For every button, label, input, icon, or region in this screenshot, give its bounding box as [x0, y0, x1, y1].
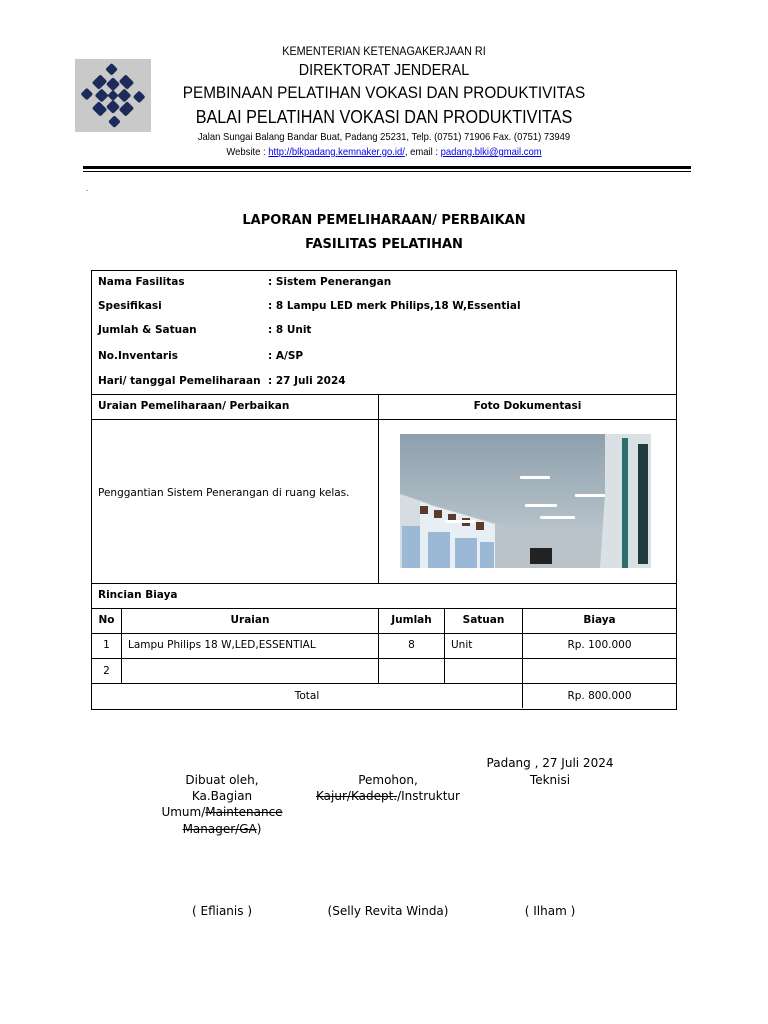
grid-line	[92, 394, 676, 395]
info-label-date: Hari/ tanggal Pemeliharaan	[98, 375, 261, 387]
info-value-date: : 27 Juli 2024	[268, 375, 346, 387]
col-header-description: Uraian	[230, 614, 270, 626]
email-link[interactable]: padang.blki@gmail.com	[440, 146, 542, 158]
col-header-cost: Biaya	[583, 614, 616, 626]
grid-line	[92, 583, 676, 584]
grid-line	[92, 608, 676, 609]
sig2-line2-text: /Instruktur	[397, 789, 460, 803]
place-date: Padang , 27 Juli 2024	[486, 756, 614, 770]
grid-line	[92, 658, 676, 659]
row1-no: 1	[103, 639, 110, 651]
info-label-facility: Nama Fasilitas	[98, 276, 185, 288]
sig1-line3-strike: Maintenance	[205, 805, 283, 819]
info-label-inventory: No.Inventaris	[98, 350, 178, 362]
website-label: Website :	[226, 146, 269, 158]
sig1-line3-text: Umum/	[161, 805, 206, 819]
sig1-line3	[142, 805, 302, 819]
ministry-logo	[75, 59, 151, 132]
sig1-line2: Ka.Bagian	[191, 789, 253, 803]
grid-line	[92, 633, 676, 634]
email-label: , email :	[404, 146, 441, 158]
col-header-quantity: Jumlah	[391, 614, 432, 626]
sig2-line2-strike: Kajur/Kadept.	[316, 789, 398, 803]
row2-no: 2	[103, 665, 110, 677]
photo-documentation-header: Foto Dokumentasi	[473, 400, 582, 412]
grid-line	[92, 419, 676, 420]
cost-details-header: Rincian Biaya	[98, 589, 178, 601]
header-rule-thick	[83, 166, 691, 169]
info-label-quantity: Jumlah & Satuan	[98, 324, 197, 336]
institution-name: BALAI PELATIHAN VOKASI DAN PRODUKTIVITAS	[195, 107, 573, 127]
total-value: Rp. 800.000	[567, 690, 632, 702]
stray-dot: .	[86, 184, 89, 193]
maintenance-description-header: Uraian Pemeliharaan/ Perbaikan	[98, 400, 290, 412]
division-name: PEMBINAAN PELATIHAN VOKASI DAN PRODUKTIVITAS	[182, 83, 586, 102]
grid-line	[92, 683, 676, 684]
info-value-spec: : 8 Lampu LED merk Philips,18 W,Essential	[268, 300, 521, 312]
row1-cost: Rp. 100.000	[567, 639, 632, 651]
documentation-photo	[400, 434, 651, 568]
report-title: LAPORAN PEMELIHARAAN/ PERBAIKAN	[242, 213, 526, 228]
row1-description: Lampu Philips 18 W,LED,ESSENTIAL	[128, 639, 316, 651]
directorate-name: DIREKTORAT JENDERAL	[298, 62, 470, 79]
header-rule-thin	[83, 171, 691, 172]
row1-quantity: 8	[408, 639, 415, 651]
report-subtitle: FASILITAS PELATIHAN	[305, 237, 463, 252]
sig3-line1: Teknisi	[529, 773, 571, 787]
contact-line	[173, 146, 594, 158]
sig2-line2	[303, 789, 473, 803]
col-header-unit: Satuan	[462, 614, 505, 626]
ministry-logo-icon	[75, 59, 151, 132]
col-header-no: No	[98, 614, 115, 626]
sig1-line4-text: )	[256, 822, 262, 836]
address: Jalan Sungai Balang Bandar Buat, Padang 25231, Telp. (0751) 71906 Fax. (0751) 73949	[197, 131, 571, 143]
sig1-line4	[152, 822, 292, 836]
maintenance-description: Penggantian Sistem Penerangan di ruang kelas.	[98, 487, 350, 499]
sig1-name: ( Eflianis )	[191, 904, 252, 918]
sig2-name: (Selly Revita Winda)	[327, 904, 449, 918]
ministry-name: KEMENTERIAN KETENAGAKERJAAN RI	[282, 44, 486, 58]
website-link[interactable]: http://blkpadang.kemnaker.go.id/	[268, 146, 405, 158]
sig2-line1: Pemohon,	[358, 773, 418, 787]
sig1-line1: Dibuat oleh,	[185, 773, 259, 787]
total-label: Total	[294, 690, 320, 702]
info-label-spec: Spesifikasi	[98, 300, 162, 312]
sig1-line4-strike: Manager/GA	[182, 822, 257, 836]
sig3-name: ( Ilham )	[524, 904, 576, 918]
info-value-facility: : Sistem Penerangan	[268, 276, 392, 288]
info-value-quantity: : 8 Unit	[268, 324, 312, 336]
grid-line	[378, 395, 379, 583]
row1-unit: Unit	[451, 639, 473, 651]
info-value-inventory: : A/SP	[268, 350, 304, 362]
